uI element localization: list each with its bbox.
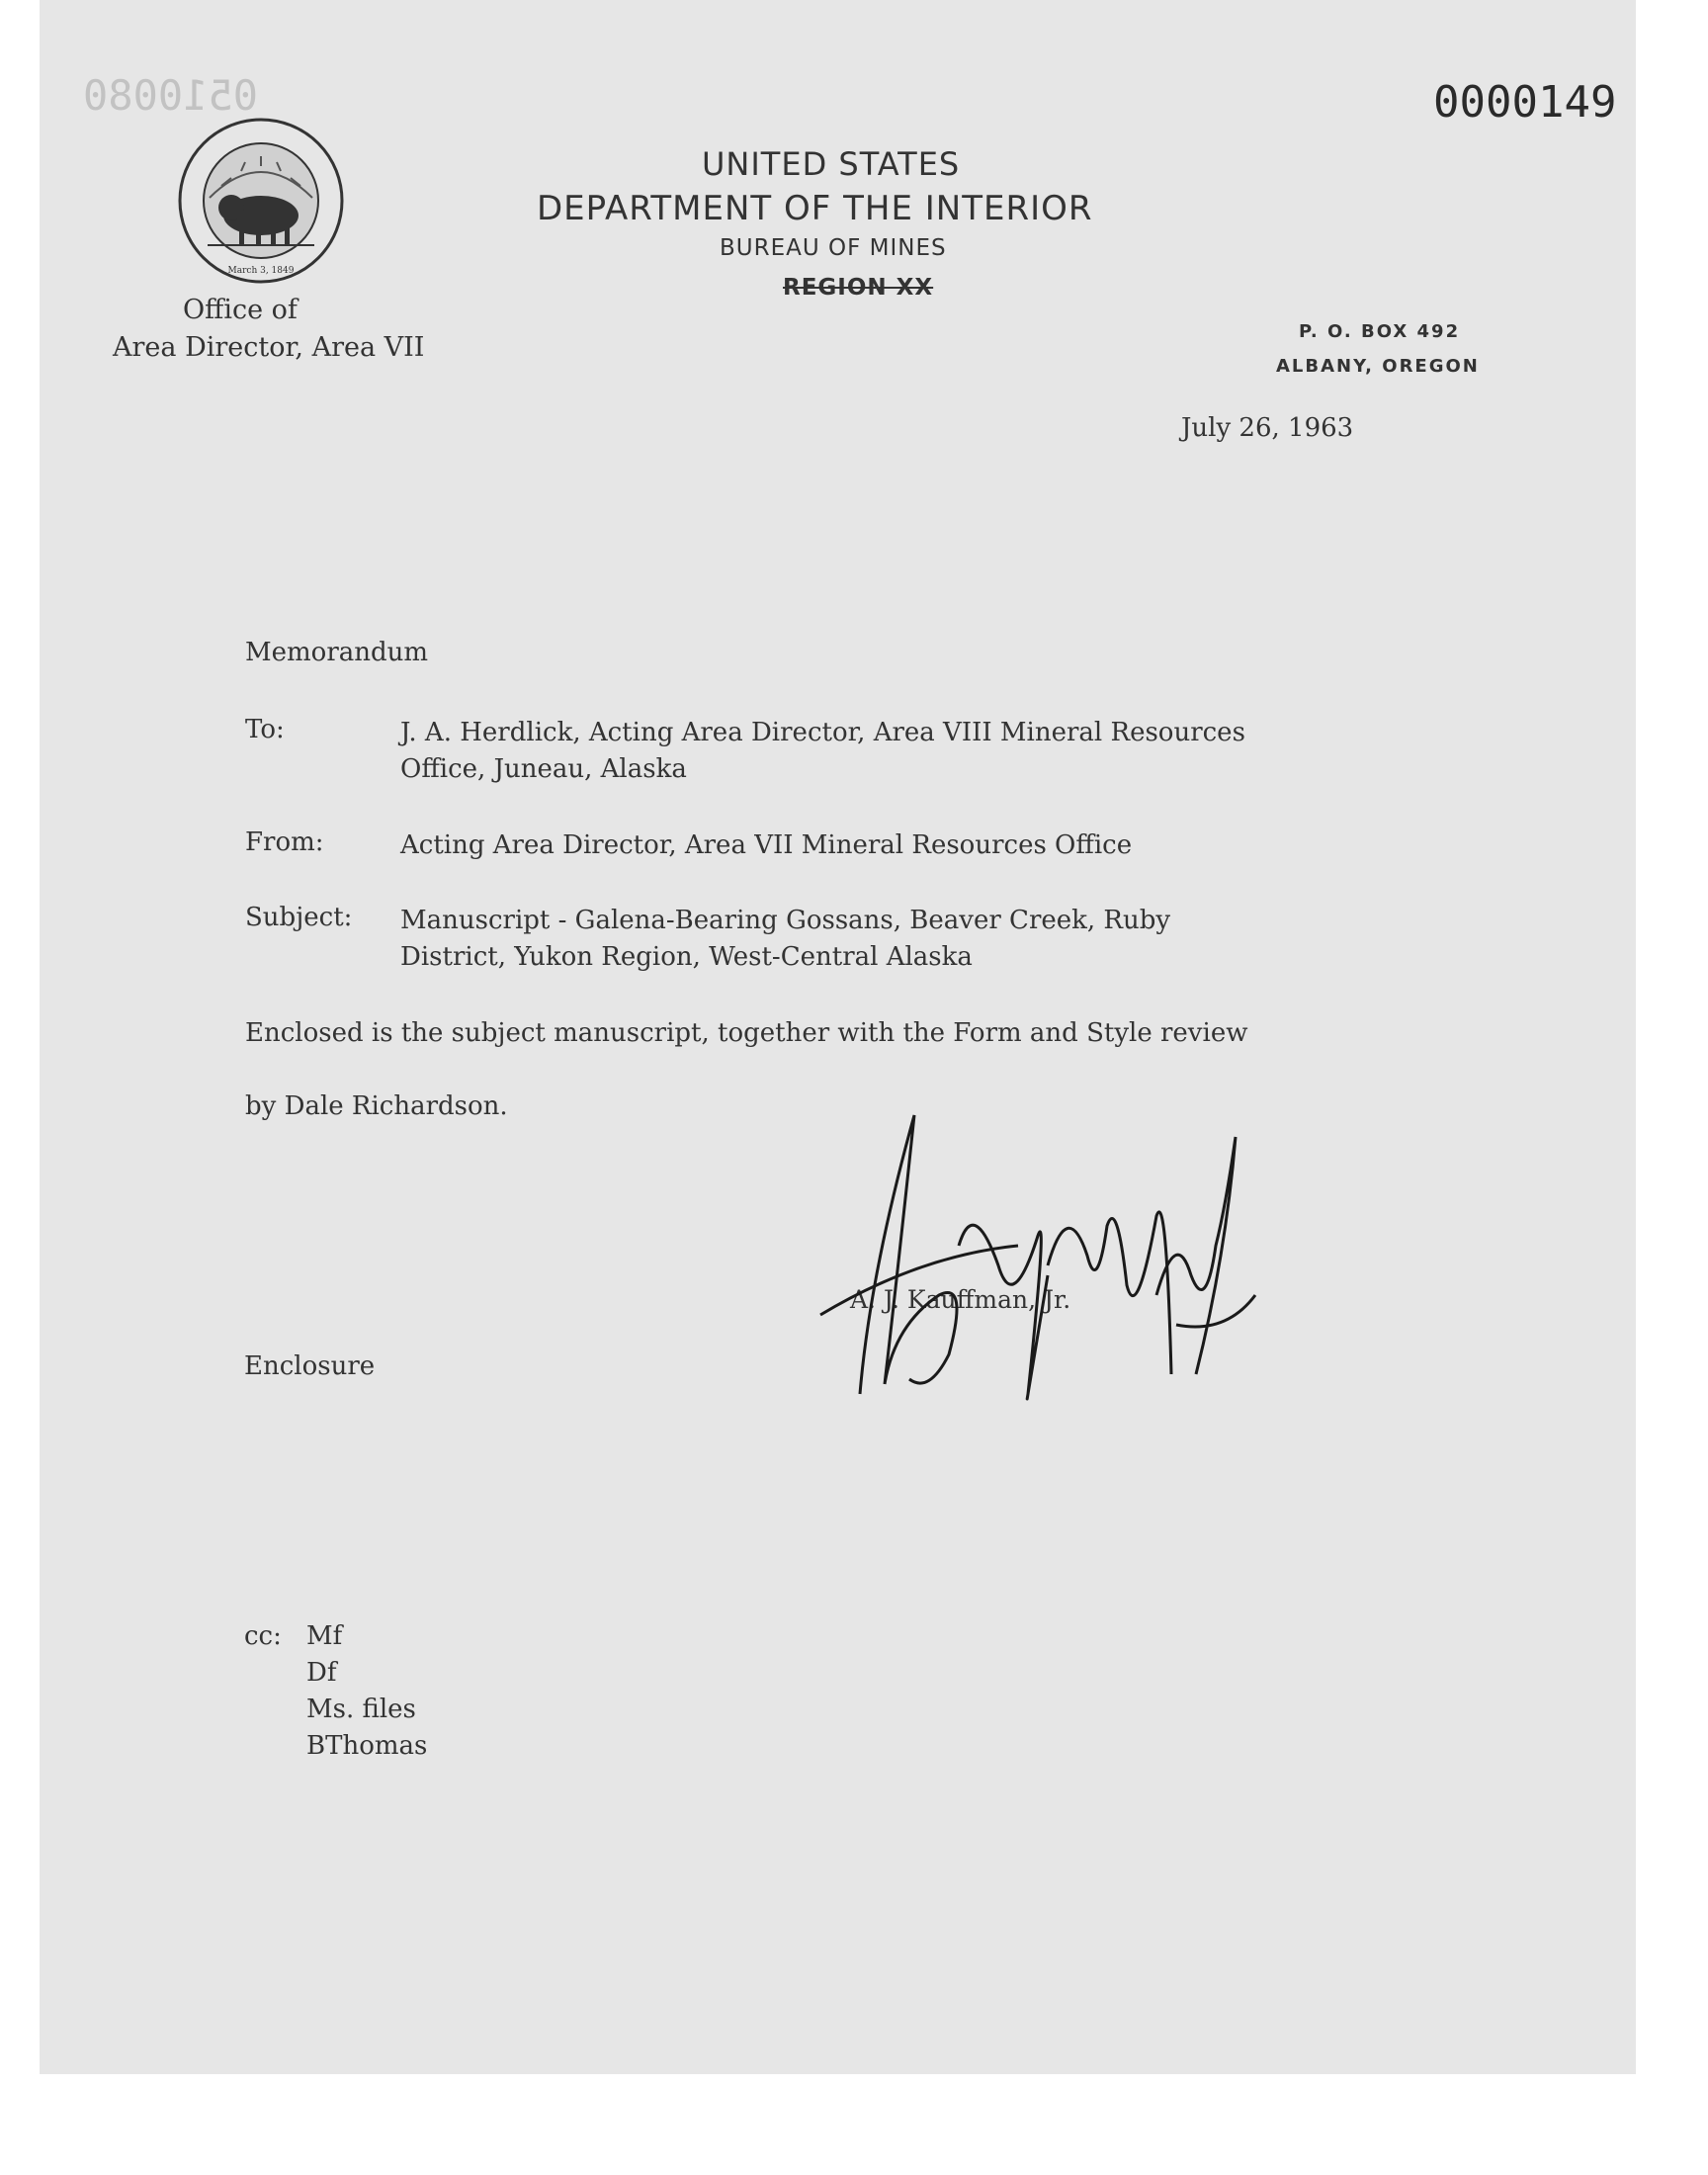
- document-page: [40, 0, 1636, 2074]
- letter-date: July 26, 1963: [1181, 413, 1354, 443]
- subject-line-1: Manuscript - Galena-Bearing Gossans, Beaver Creek, Ruby: [400, 906, 1171, 935]
- address-city: ALBANY, OREGON: [1276, 356, 1480, 377]
- from-value: Acting Area Director, Area VII Mineral Resources Office: [400, 830, 1133, 860]
- office-line-2: Area Director, Area VII: [113, 332, 425, 363]
- letterhead-department: DEPARTMENT OF THE INTERIOR: [537, 189, 1093, 228]
- memo-heading: Memorandum: [245, 638, 429, 667]
- enclosure-note: Enclosure: [244, 1351, 376, 1381]
- letterhead-bureau: BUREAU OF MINES: [720, 235, 947, 261]
- faded-stamp-number: 0510080: [83, 71, 259, 120]
- cc-recipient: Mf: [306, 1621, 343, 1651]
- to-label: To:: [245, 715, 285, 744]
- to-line-1: J. A. Herdlick, Acting Area Director, Area VIII Mineral Resources: [400, 718, 1245, 747]
- address-box: P. O. BOX 492: [1299, 321, 1461, 342]
- office-line-1: Office of: [183, 295, 298, 325]
- handwritten-signature: [801, 1097, 1275, 1434]
- seal-icon: [162, 117, 360, 285]
- cc-label: cc:: [244, 1621, 282, 1651]
- department-seal: [162, 117, 360, 285]
- letterhead-country: UNITED STATES: [702, 145, 961, 183]
- cc-recipient: BThomas: [306, 1731, 428, 1761]
- signature-icon: [801, 1097, 1275, 1434]
- document-number-stamp: 0000149: [1433, 77, 1617, 128]
- body-line-1: Enclosed is the subject manuscript, together with the Form and Style review: [245, 1018, 1248, 1048]
- scan-margin: [0, 2074, 1708, 2175]
- seal-date: March 3, 1849: [227, 266, 295, 276]
- subject-line-2: District, Yukon Region, West-Central Alaska: [400, 942, 973, 972]
- from-label: From:: [245, 827, 324, 857]
- cc-recipient: Df: [306, 1658, 337, 1688]
- subject-label: Subject:: [245, 903, 353, 932]
- cc-recipient: Ms. files: [306, 1695, 416, 1724]
- letterhead-region: REGION XX: [783, 275, 934, 301]
- to-line-2: Office, Juneau, Alaska: [400, 754, 687, 784]
- typed-signature-name: A. J. Kauffman, Jr.: [850, 1285, 1071, 1314]
- body-line-2: by Dale Richardson.: [245, 1091, 508, 1121]
